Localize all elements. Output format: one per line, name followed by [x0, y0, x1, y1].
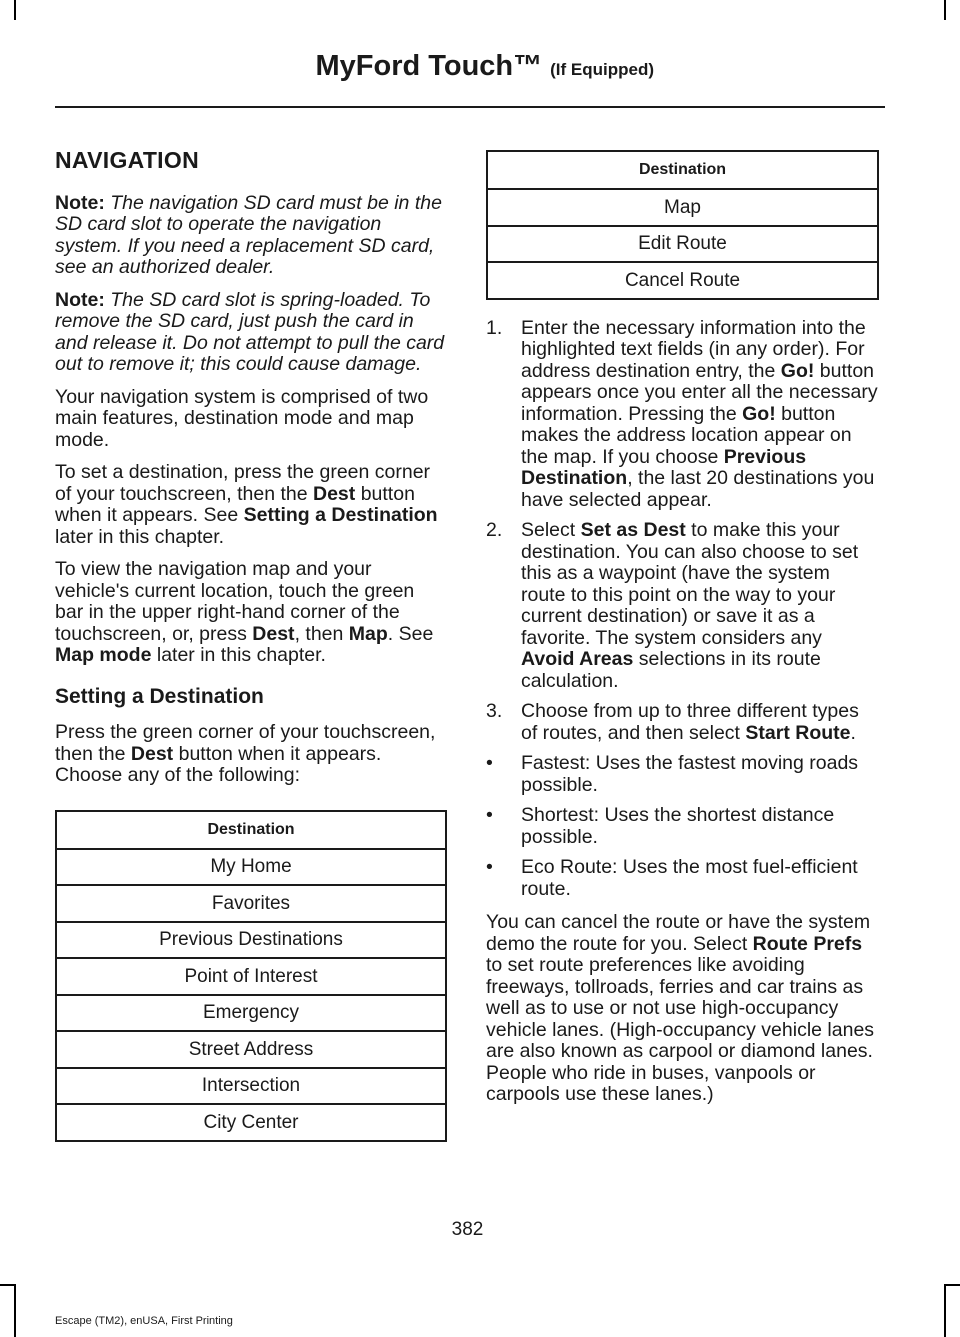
view-map-paragraph: To view the navigation map and your vehicle's current location, touch the green bar in the upper right-hand corner of the touchscreen, or, press Dest, then Map. See Map mode later in this chapter. [55, 558, 434, 666]
crop-mark-bottom-left-horizontal [0, 1284, 16, 1286]
table-cell: Map [487, 189, 878, 226]
list-item: • Fastest: Uses the fastest moving roads possible. [486, 752, 859, 796]
section-title: NAVIGATION [55, 147, 199, 173]
bullet-mark: • [486, 856, 493, 878]
dest-button-ref: Dest [252, 622, 295, 645]
step-item: 1. Enter the necessary information into the highlighted text fields (in any order). For address destination entry, the Go! button appears once you enter all the necessary information. Pressing the Go! button makes the address location appear on the map. If you choose Previous Destination, the last 20 destinations you have selected appear. [486, 316, 878, 511]
dest-button-ref: Dest [130, 742, 174, 765]
crop-mark-bottom-right-vertical [944, 1285, 946, 1337]
table-cell: Cancel Route [487, 262, 878, 299]
table-header: Destination [56, 811, 446, 849]
avoid-areas-ref: Avoid Areas [521, 648, 634, 670]
step-number: 3. [486, 700, 503, 722]
table-cell: Edit Route [487, 226, 878, 263]
crop-mark-bottom-left-vertical [14, 1285, 16, 1337]
go-button-ref: Go! [742, 402, 776, 425]
note-text: The navigation SD card must be in the SD card slot to operate the navigation system. If you need a replacement SD card, see an authorized dealer. [55, 191, 442, 278]
step-item: 3. Choose from up to three different types of routes, and then select Start Route. [486, 700, 859, 744]
table-row [56, 958, 446, 995]
set-destination-paragraph: To set a destination, press the green corner of your touchscreen, then the Dest button when it appears. See Setting a Destination later in this chapter. [55, 461, 438, 548]
destination-options-table [55, 810, 447, 1142]
table-row [487, 226, 878, 263]
start-route-ref: Start Route [745, 721, 851, 744]
table-row [56, 849, 446, 886]
table-cell: City Center [56, 1104, 446, 1141]
page-number: 382 [451, 1219, 484, 1240]
crop-mark-top-left-vertical [14, 0, 16, 20]
table-row [56, 885, 446, 922]
right-column [486, 150, 879, 1117]
table-row [56, 1031, 446, 1068]
table-row [56, 1104, 446, 1141]
map-button-ref: Map [348, 622, 388, 645]
step-number: 1. [486, 316, 503, 339]
table-row [56, 922, 446, 959]
table-row [487, 262, 878, 299]
footer-text: Escape (TM2), enUSA, First Printing [55, 1315, 233, 1327]
map-mode-ref: Map mode [55, 644, 152, 666]
route-types-list [486, 753, 879, 900]
destination-map-options-table [486, 150, 879, 300]
table-cell: Street Address [56, 1031, 446, 1068]
steps-list [486, 318, 879, 745]
bullet-mark: • [486, 752, 493, 774]
step-number: 2. [486, 519, 503, 541]
subsection-title: Setting a Destination [55, 684, 264, 708]
route-prefs-ref: Route Prefs [752, 932, 863, 955]
table-row [56, 995, 446, 1032]
step-item: 2. Select Set as Dest to make this your destination. You can also choose to set this as a waypoint (have the system route to this point on the way to your current destination) or save it as a favorite. The system considers any Avoid Areas selections in its route calculation. [486, 519, 859, 692]
table-row [487, 189, 878, 226]
table-cell: Point of Interest [56, 958, 446, 995]
dest-button-ref: Dest [313, 482, 356, 505]
table-cell: Favorites [56, 885, 446, 922]
left-column [55, 144, 447, 1142]
table-cell: Intersection [56, 1068, 446, 1105]
note-text: The SD card slot is spring-loaded. To remove the SD card, just push the card in and release it. Do not attempt to pull the card out to remove it; this could cause damage. [55, 288, 445, 375]
note-1 [55, 193, 447, 279]
previous-destination-ref: Previous Destination [521, 445, 807, 489]
cancel-route-paragraph: You can cancel the route or have the system demo the route for you. Select Route Prefs to set route preferences like avoiding freeways, tollroads, ferries and car trains as well as to use or not use high-occupancy vehicle lanes. (High-occupancy vehicle lanes are also known as carpool or diamond lanes. People who ride in buses, vanpools or carpools use these lanes.) [486, 911, 875, 1105]
table-row [56, 1068, 446, 1105]
intro-paragraph: Your navigation system is comprised of two main features, destination mode and map mode. [55, 385, 429, 451]
list-item: • Eco Route: Uses the most fuel-efficient route. [486, 856, 858, 900]
note-label: Note: [55, 191, 105, 214]
header-rule [55, 106, 885, 108]
header-title-suffix: (If Equipped) [550, 60, 654, 79]
set-as-dest-ref: Set as Dest [580, 519, 686, 541]
header-title-text: MyFord Touch™ [315, 50, 543, 82]
note-label: Note: [55, 288, 105, 311]
bullet-mark: • [486, 804, 493, 826]
table-cell: Previous Destinations [56, 922, 446, 959]
crop-mark-bottom-right-horizontal [944, 1284, 960, 1286]
setting-destination-ref: Setting a Destination [243, 504, 438, 526]
page-header-title [316, 50, 654, 83]
table-header: Destination [487, 151, 878, 189]
go-button-ref: Go! [780, 359, 815, 382]
table-cell: My Home [56, 849, 446, 886]
note-2 [55, 290, 447, 376]
press-dest-paragraph: Press the green corner of your touchscreen, then the Dest button when it appears. Choose any of the following: [55, 721, 436, 786]
crop-mark-top-right-vertical [944, 0, 946, 20]
table-cell: Emergency [56, 995, 446, 1032]
list-item: • Shortest: Uses the shortest distance possible. [486, 804, 835, 848]
